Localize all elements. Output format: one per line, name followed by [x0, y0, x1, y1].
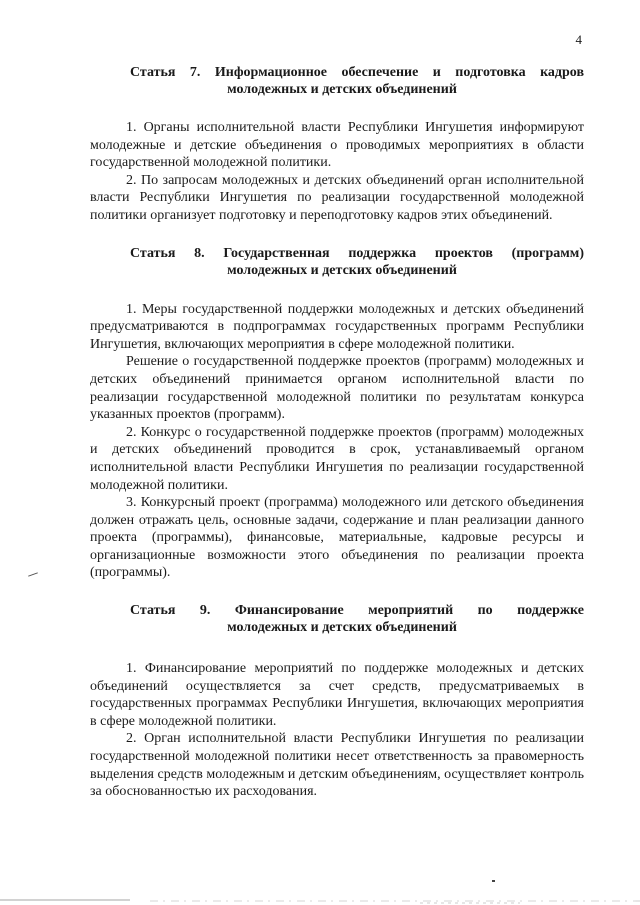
article-7-heading — [90, 64, 584, 98]
article-9-paragraph-1: 1. Финансирование мероприятий по поддержке молодежных и детских объединений осуществляется за счет средств, предусматриваемых в государственных программах Республики Ингушетия, включающих мероприятия в сфере молодежной политики. — [90, 661, 584, 729]
article-7-paragraph-1: 1. Органы исполнительной власти Республики Ингушетия информируют молодежные и детские объединения о проводимых мероприятиях в области государственной молодежной политики. — [90, 120, 584, 171]
article-9-heading-line1: Статья 9. Финансирование мероприятий по поддержке — [130, 603, 584, 619]
article-7-body — [90, 119, 584, 225]
article-7-paragraph-2: 2. По запросам молодежных и детских объединений орган исполнительной власти Республики Ингушетия по реализации государственной молодежной политики организует подготовку и переподготовку кадров этих объединений. — [90, 172, 584, 223]
article-7 — [90, 64, 584, 225]
article-7-heading-line2: молодежных и детских объединений — [227, 82, 457, 97]
scan-artifact-mark — [28, 572, 38, 576]
article-9-body — [90, 660, 584, 801]
article-8-heading-line1: Статья 8. Государственная поддержка проектов (программ) — [130, 245, 584, 261]
scan-artifact-bottom-edge — [0, 891, 640, 905]
article-8-paragraph-1: 1. Меры государственной поддержки молодежных и детских объединений предусматриваются в подпрограммах государственных программ Республики Ингушетия, включающих мероприятия в сфере молодежной политики. — [90, 301, 584, 352]
article-8-paragraph-4: 3. Конкурсный проект (программа) молодежного или детского объединения должен отражать цель, основные задачи, содержание и план реализации данного проекта (программы), финансовые, материальные, кадровые ресурсы и организационные возможности этого объединения по реализации проекта (программы). — [90, 495, 584, 581]
article-8-heading-line2: молодежных и детских объединений — [227, 262, 457, 278]
article-8-paragraph-2: Решение о государственной поддержке проектов (программ) молодежных и детских объединений принимается органом исполнительной власти по реализации государственной молодежной политики по результатам конкурса указанных проектов (программ). — [90, 354, 584, 423]
page-number: 4 — [575, 32, 582, 47]
article-8-body — [90, 301, 584, 583]
article-8 — [90, 245, 584, 583]
article-8-heading — [90, 245, 584, 279]
article-8-paragraph-3: 2. Конкурс о государственной поддержке проектов (программ) молодежных и детских объединений проводится в срок, устанавливаемый органом исполнительной власти Республики Ингушетия по реализации государственной молодежной политики. — [90, 424, 584, 493]
article-9-heading — [90, 602, 584, 636]
article-9 — [90, 602, 584, 801]
article-9-heading-line2: молодежных и детских объединений — [227, 620, 457, 636]
document-body — [90, 64, 584, 801]
article-9-paragraph-2: 2. Орган исполнительной власти Республики Ингушетия по реализации государственной молодежной политики несет ответственность за правомерность выделения средств молодежным и детским объединениям, осуществляет контроль за обоснованностью их расходования. — [90, 731, 584, 800]
scan-artifact-dot — [492, 880, 495, 882]
article-7-heading-line1: Статья 7. Информационное обеспечение и подготовка кадров — [130, 65, 584, 80]
